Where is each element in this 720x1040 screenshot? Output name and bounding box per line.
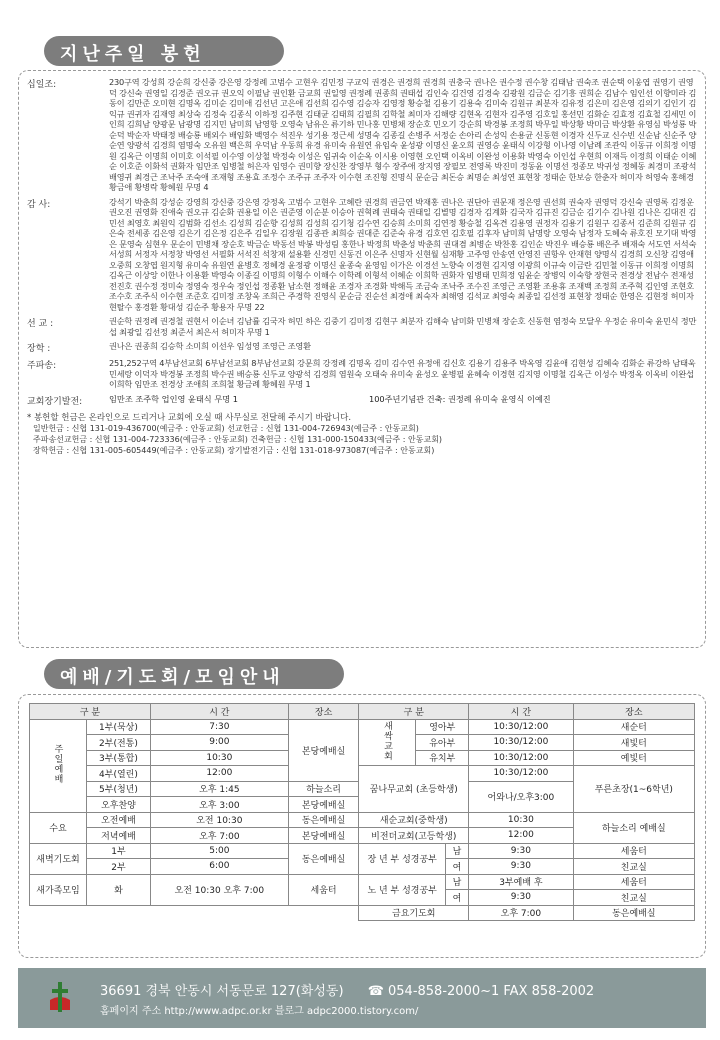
gender: 여 (445, 890, 468, 906)
service-name: 2부(전통) (87, 735, 151, 751)
dept-time: 9:30 (469, 843, 574, 859)
offering-label: 선 교 : (27, 319, 54, 329)
dept-place: 하늘소리 예배실 (573, 812, 694, 843)
section-banner-offerings (44, 36, 284, 66)
dawn-label: 새벽기도회 (30, 843, 87, 874)
gender: 여 (445, 859, 468, 875)
phone-text: ☎ 054-858-2000~1 FAX 858-2002 (367, 984, 595, 999)
offering-names: 권순학 권정례 권경철 권현서 이순녀 김남률 김국자 허민 하은 김중기 김미정 김현구 최분자 김해숙 남미화 민병채 장순호 신동현 염정숙 모달우 우정순 유미숙 윤민식 정만섭 최광일 김선정 최준서 최은서 허미자 무명 1 (109, 316, 697, 337)
dept-time: 9:30 (469, 890, 574, 906)
col-category: 구 분 (30, 704, 151, 720)
service-name: 5부(청년) (87, 781, 151, 797)
dept-place: 친교실 (573, 859, 694, 875)
offering-names: 251,252구역 4부남선교회 6부남선교회 8부남선교회 강문희 강정례 김명옥 김미 김수연 유정애 김신호 김용기 김용주 박옥영 김윤애 김현성 김혜숙 김화순 류강하 남태욱 민세랑 이덕자 박경봉 조정희 박수권 배승룡 신두교 양광석 김경희 염원숙 오태숙 유미숙 윤성오 윤병필 윤혜숙 이경현 김지영 이명철 김옥근 이성수 박정옥 이옥비 이완섭 이희학 임만조 전경상 조애희 조희철 황금례 황혜원 무명 1 (109, 358, 696, 389)
dept-time: 3부예배 후 (469, 874, 574, 890)
friday-place: 동은예배실 (573, 905, 694, 921)
family-place: 세움터 (288, 874, 359, 905)
gender: 남 (445, 843, 468, 859)
offering-label: 십일조: (27, 80, 57, 90)
table-row (30, 719, 695, 735)
footer-address-line (100, 980, 598, 999)
dept-time: 10:30/12:00 (469, 766, 574, 782)
building-names: 임만조 조주학 업인영 윤태식 무명 1 (109, 393, 238, 404)
offerings-box (18, 70, 706, 648)
saessak-label: 새싹교회 (359, 719, 416, 766)
service-time: 오후 3:00 (150, 797, 288, 813)
dept-time: 10:30/12:00 (469, 719, 574, 735)
service-time: 오후 1:45 (150, 781, 288, 797)
dept-time: 10:30/12:00 (469, 735, 574, 751)
service-name: 오후찬양 (87, 797, 151, 813)
service-time: 10:30 (150, 750, 288, 766)
offering-row-thanks (27, 197, 697, 313)
service-time: 오후 7:00 (150, 828, 288, 844)
footer (18, 968, 706, 1028)
dawn-part: 1부 (87, 843, 151, 859)
dept-time: 9:30 (469, 859, 574, 875)
offering-label: 감 사: (27, 199, 51, 210)
dept-place: 새빛터 (573, 735, 694, 751)
offering-row-tithe (27, 77, 697, 193)
service-place: 본당예배실 (288, 719, 359, 781)
empty-cell (30, 905, 359, 921)
section-title-offerings: 지난주일 봉헌 (60, 44, 206, 65)
offering-names: 권나은 권종희 김승학 소미희 이선우 임성영 조영근 조영환 (109, 341, 311, 351)
dept-name: 새순교회(중학생) (359, 812, 469, 828)
church-logo-icon (48, 980, 72, 1014)
dept-time: 10:30 (469, 812, 574, 828)
dept-name: 영아부 (416, 719, 469, 735)
centennial-names: 100주년기념관 건축: 권정례 유미숙 윤영식 이예진 (369, 393, 551, 404)
col-place: 장소 (288, 704, 359, 720)
offering-names: 강석기 박춘희 강성순 강영희 강신중 강은영 강정옥 고범수 고현우 고혜란 권경희 권금연 박재홍 권나은 권단아 권문재 정은영 권선희 권숙자 권영덕 강신숙 권영록 김정운 권오진 권영화 진애숙 권오규 김순화 권용일 이은 권준영 이순분 이승아 권혁례 권태숙 권태일 김별명 김경자 김계화 김국자 김규진 김금순 김기수 김나원 김나은 김대진 김민선 최영호 최원익 김범화 김선소 김성희 김순향 김성희 김성희 김기청 김수연 김승희 소미희 김연정 황승철 김옥견 김용영 권정자 김용기 김원구 김종서 김준희 김원규 김은숙 전세종 김은영 김은기 김은정 김은주 김일우 김장원 김종관 최희승 권대준 김준숙 유경 김호연 김호필 김후자 남미희 남명랑 오영숙 남정자 도혜숙 류호진 모기대 박영은 문영숙 심현우 문순이 민병채 장순호 박금순 박동선 박봉 박성림 홍한나 박정희 박춘성 박춘희 권대겸 최병순 박찬홍 김인순 박진우 배승룡 배은주 배재숙 서도연 서석숙 서성희 서정자 서정창 박영선 서필화 서석진 석창재 설용환 신경민 신동건 이은주 신명자 신현월 심재황 고주영 안송연 안영진 권항우 안재현 양명식 김경희 오신창 김영애 오중희 오창엽 원지형 유미숙 유원연 윤병호 정혜경 윤정광 이명신 윤종숙 윤영임 이가은 이경선 노향숙 이경현 김지영 이광희 이규숙 이금란 김민철 이동규 이희정 이명희 김옥근 이상앙 이한나 이용환 박영숙 이종길 이명희 이형수 이해수 이학례 이형석 이혜순 이희학 권화자 임병태 민희정 임윤순 장병익 이숙향 장현국 전경상 전남수 전재성 전진호 권수정 정미숙 정영숙 정우숙 정인섭 정종환 남소현 정해윤 조경자 조경화 박해득 조금숙 조낙주 조수진 조영근 조영환 조용휴 조재백 조정희 조주혁 김인영 조현호 조수호 조주식 이수현 조준호 김미정 조창욱 조희근 주경학 진영식 문순금 진순선 최경애 최숙자 최해영 김석교 최영숙 최종일 김선정 표현창 정태순 한영은 김현정 허미자 현탈수 홍경환 황대성 김순주 황용자 무명 22 (109, 196, 697, 312)
family-label: 새가족모임 (30, 874, 87, 905)
table-row (30, 843, 695, 859)
service-name: 3부(통합) (87, 750, 151, 766)
offering-label: 장학 : (27, 344, 51, 354)
table-row (30, 905, 695, 921)
offering-row-scholarship (27, 341, 697, 354)
section-title-schedule: 예배/기도회/모임안내 (60, 667, 285, 688)
service-place: 하늘소리 (288, 781, 359, 797)
dept-time: 12:00 (469, 828, 574, 844)
offering-names: 230구역 강성희 강순희 강신중 강은영 강정례 고범수 고현우 김민정 구교익 권경은 권경희 권경희 권충국 권나은 권수정 권수창 김태남 권숙조 권순택 이웅엽 권영기 권영덕 강신숙 권영일 김경준 권오규 권오익 이필남 권인환 금교희 권일영 권정례 권종희 권태섭 김인숙 김건영 김경숙 김광원 김금순 김기흥 권희순 김남수 임인선 이향미라 김동이 김만준 오미현 김명옥 김미순 김미애 김선년 고은애 김선희 김수영 김승자 김영정 황승철 김용기 김용숙 김미숙 김원규 최분자 김유정 김은미 김은영 김의기 김인기 김익규 권귀자 김재영 최상숙 김정숙 김종식 이하정 김주현 김태균 김태희 김필희 김학철 최미자 김해량 김현옥 김현자 김주영 김호일 홍선민 김화순 김효정 김효철 김세민 이인희 김희남 양광문 남광명 김지민 남미희 남영항 오영숙 남유은 류기하 민나홍 민병채 장순호 민오기 강순희 박경봉 조정희 박무일 박상황 박미금 박상환 유영심 박성룡 박순덕 박순자 박태정 배승룡 배외수 배임화 백영수 석진우 성기용 정근세 성명숙 김종길 손병주 서정순 손아리 손성익 손용균 신동현 이경자 신두교 신수빈 신순남 신순주 양순연 양광석 김경희 염명숙 오유원 백은희 우덕남 우동희 유경 유미숙 유원연 유임숙 윤성광 이명신 윤오희 권영승 윤태식 이강형 이나영 이남례 조관익 이동규 이희정 이명원 김옥근 이명희 이미호 이석필 이수영 이상철 박정숙 이성은 임귀숙 이순옥 이시용 이영현 오인택 이옥비 이완성 이용화 박영숙 이인섭 우현희 이재득 이정희 이태순 이혜순 이호준 이화석 권화자 임만조 임병철 허은자 임영수 권미향 장신찬 장영부 형수 장주애 장지영 장필모 전영록 박진미 정동윤 이명선 정종모 박귀성 정혜동 최경미 조광석 배영귀 최경근 조낙주 조숙애 조재형 조용효 조정수 조주규 조주자 이수현 조진형 진명식 문순금 최돈승 최명순 최성연 표현창 정태순 한보승 한춘자 허미자 허영숙 홍해경 황금애 황병락 황혜원 무명 4 (109, 77, 697, 192)
offering-row-building (27, 394, 697, 407)
friday-name: 금요기도회 (359, 905, 469, 921)
service-place: 본당예배실 (288, 828, 359, 844)
section-banner-schedule (44, 659, 344, 689)
dept-place: 푸른초장(1~6학년) (573, 766, 694, 813)
schedule-table (29, 703, 695, 921)
jang-label: 장 년 부 성경공부 (359, 843, 446, 874)
table-row (30, 766, 695, 782)
wed-label: 수요 (30, 812, 87, 843)
address: 36691 경북 안동시 서동문로 127(화성동) (100, 984, 344, 999)
service-place: 본당예배실 (288, 797, 359, 813)
footer-web-line[interactable]: 홈페이지 주소 http://www.adpc.or.kr 블로그 adpc2000.tistory.com/ (100, 1006, 419, 1017)
family-day: 화 (87, 874, 151, 905)
account-line: 주파송선교헌금 : 신협 131-004-723336(예금주 : 안동교회) 건축헌금 : 신협 131-000-150433(예금주 : 안동교회) (33, 434, 443, 444)
offering-label: 주파송: (27, 361, 57, 371)
service-name: 4부(열린) (87, 766, 151, 782)
dept-time: 어와나/오후3:00 (469, 781, 574, 812)
table-row (30, 812, 695, 828)
col-time: 시 간 (469, 704, 574, 720)
service-time: 12:00 (150, 766, 288, 782)
dawn-part: 2부 (87, 859, 151, 875)
service-name: 저녁예배 (87, 828, 151, 844)
dept-place: 친교실 (573, 890, 694, 906)
table-row (30, 874, 695, 890)
offering-notice (27, 413, 697, 457)
service-time: 7:30 (150, 719, 288, 735)
dept-place: 세움터 (573, 843, 694, 859)
family-time: 오전 10:30 오후 7:00 (150, 874, 288, 905)
col-category: 구 분 (359, 704, 469, 720)
gender: 남 (445, 874, 468, 890)
account-line: 장학헌금 : 신협 131-005-605449(예금주 : 안동교회) 장기발전기금 : 신협 131-018-973087(예금주 : 안동교회) (33, 445, 435, 455)
service-time: 오전 10:30 (150, 812, 288, 828)
table-header-row (30, 704, 695, 720)
dept-name: 비전더교회(고등학생) (359, 828, 469, 844)
col-time: 시 간 (150, 704, 288, 720)
dept-place: 세움터 (573, 874, 694, 890)
notice-head: * 봉헌할 헌금은 온라인으로 드리거나 교회에 오실 때 사무실로 전달해 주시기 바랍니다. (27, 412, 352, 423)
nonyeon-label: 노 년 부 성경공부 (359, 874, 446, 905)
service-time: 9:00 (150, 735, 288, 751)
offering-label: 교회장기발전: (27, 396, 83, 407)
offering-row-dispatch (27, 358, 697, 390)
col-place: 장소 (573, 704, 694, 720)
friday-time: 오후 7:00 (469, 905, 574, 921)
sunday-label: 주일예배 (30, 719, 87, 812)
kkum-label: 꿈나무교회 (초등학생) (359, 766, 469, 813)
dept-place: 새순터 (573, 719, 694, 735)
service-time: 5:00 (150, 843, 288, 859)
dept-time: 10:30/12:00 (469, 750, 574, 766)
dept-name: 유아부 (416, 735, 469, 751)
service-place: 동은예배실 (288, 812, 359, 828)
account-line: 일반헌금 : 신협 131-019-436700(예금주 : 안동교회) 선교헌금 : 신협 131-004-726943(예금주 : 안동교회) (33, 423, 419, 433)
service-place: 동은예배실 (288, 843, 359, 874)
service-name: 오전예배 (87, 812, 151, 828)
schedule-box (18, 694, 706, 958)
offering-row-mission (27, 316, 697, 337)
service-time: 6:00 (150, 859, 288, 875)
service-name: 1부(묵상) (87, 719, 151, 735)
dept-place: 예빛터 (573, 750, 694, 766)
dept-name: 유치부 (416, 750, 469, 766)
